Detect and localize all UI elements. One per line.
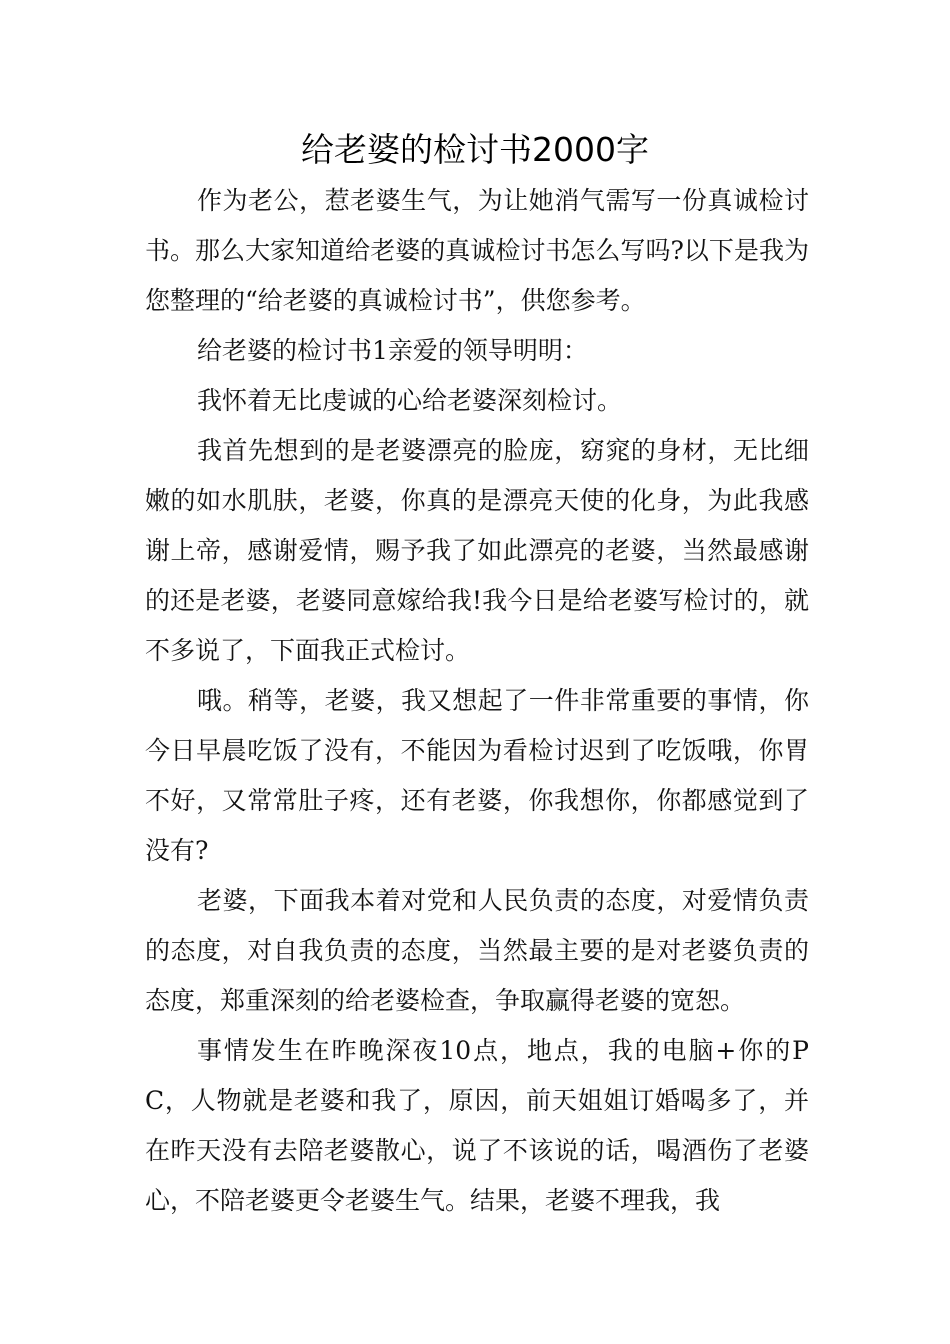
paragraph-intro: 作为老公，惹老婆生气，为让她消气需写一份真诚检讨书。那么大家知道给老婆的真诚检讨书怎么写吗?以下是我为您整理的“给老婆的真诚检讨书”，供您参考。 [145,186,809,315]
paragraph-incident: 事情发生在昨晚深夜10点，地点，我的电脑+你的PC，人物就是老婆和我了，原因，前天姐姐订婚喝多了，并在昨天没有去陪老婆散心，说了不该说的话，喝酒伤了老婆心，不陪老婆更令老婆生气。结果，老婆不理我，我 [145,1036,809,1215]
paragraph-attitude: 老婆，下面我本着对党和人民负责的态度，对爱情负责的态度，对自我负责的态度，当然最主要的是对老婆负责的态度，郑重深刻的给老婆检查，争取赢得老婆的宽恕。 [145,886,809,1015]
paragraph-salutation: 给老婆的检讨书1亲爱的领导明明： [197,336,588,365]
document-body [145,176,809,1226]
document-title: 给老婆的检讨书2000字 [301,130,649,169]
paragraph-concern: 哦。稍等，老婆，我又想起了一件非常重要的事情，你今日早晨吃饭了没有，不能因为看检讨迟到了吃饭哦，你胃不好，又常常肚子疼，还有老婆，你我想你，你都感觉到了没有? [145,686,809,865]
paragraph-praise: 我首先想到的是老婆漂亮的脸庞，窈窕的身材，无比细嫩的如水肌肤，老婆，你真的是漂亮天使的化身，为此我感谢上帝，感谢爱情，赐予我了如此漂亮的老婆，当然最感谢的还是老婆，老婆同意嫁给我!我今日是给老婆写检讨的，就不多说了，下面我正式检讨。 [145,436,809,665]
paragraph-opening: 我怀着无比虔诚的心给老婆深刻检讨。 [197,386,623,415]
